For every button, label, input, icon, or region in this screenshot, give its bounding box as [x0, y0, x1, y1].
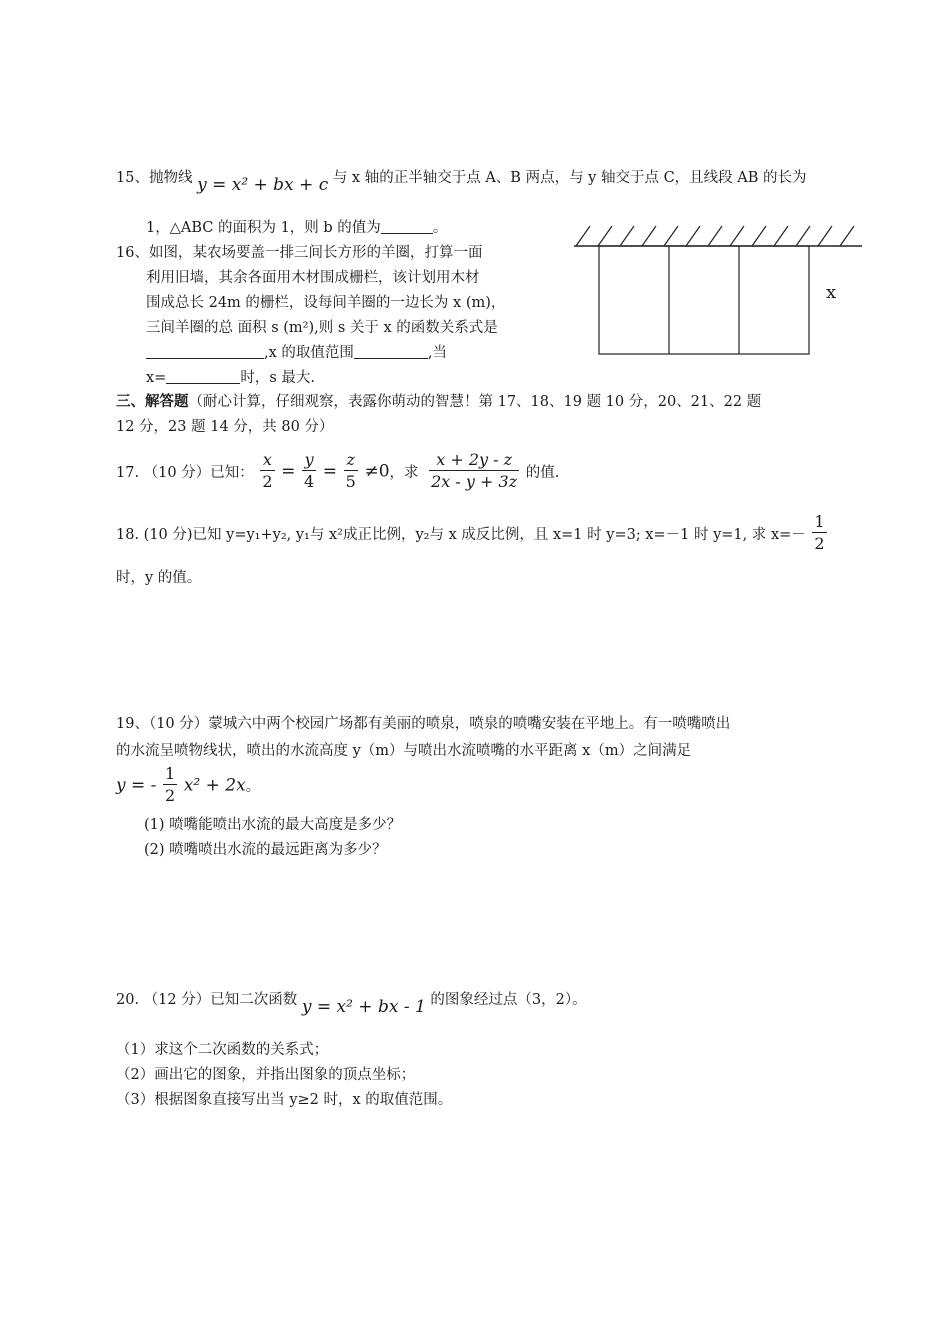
q20-formula: y = x² + bx - 1: [301, 997, 426, 1017]
q19-line2: 的水流呈喷物线状，喷出的水流高度 y（m）与喷出水流喷嘴的水平距离 x（m）之间满足: [116, 743, 692, 759]
q20-sub2: （2）画出它的图象，并指出图象的顶点坐标；: [116, 1067, 416, 1083]
section3-desc2: 12 分，23 题 14 分，共 80 分）: [116, 419, 334, 435]
q15-line2: 1，△ABC 的面积为 1，则 b 的值为 。: [146, 220, 448, 236]
q16-function-blank: [146, 344, 264, 359]
q17-frac-x2: $\frac{x}{2}$: [262, 450, 273, 491]
pen-outline: [599, 246, 809, 354]
q19-sub1: (1) 喷嘴能喷出水流的最大高度是多少？: [144, 817, 402, 833]
q18-text: 18. (10 分)已知 y=y₁+y₂, y₁与 x²成正比例，y₂与 x 成反比例，且 x=1 时 y=3; x=－1 时 y=1, 求 x=－: [116, 527, 806, 543]
q20-prefix: 20. （12 分）已知二次函数: [116, 992, 298, 1008]
q16-line6: x= 时，s 最大.: [146, 370, 315, 386]
q16-line5: ,x 的取值范围 ,当: [146, 341, 447, 362]
q17-frac-y4: $\frac{y}{4}$: [304, 450, 315, 491]
wall-hatching: [576, 226, 854, 246]
q20-sub1: （1）求这个二次函数的关系式；: [116, 1042, 329, 1058]
q15-line1: [116, 166, 807, 195]
section3-line1: [116, 390, 761, 411]
q15-formula: y = x² + bx + c: [197, 175, 329, 195]
q16-figure-x-label: x: [826, 282, 837, 303]
q17-target-fraction: $\frac{x + 2y - z}{2x - y + 3z}$: [431, 450, 518, 491]
q20-line: [116, 988, 587, 1017]
q17-frac-z5: $\frac{z}{5}$: [345, 450, 356, 491]
q18-half-fraction: $\frac{1}{2}$: [814, 512, 825, 553]
q19-formula-pre: y = -: [116, 775, 157, 796]
q18-line1: [116, 512, 829, 555]
q19-half-fraction: $\frac{1}{2}$: [165, 764, 176, 805]
q19-sub2: (2) 喷嘴喷出水流的最远距离为多少？: [144, 842, 387, 858]
q16-pen-figure: [570, 220, 870, 360]
q15-text1: 与 x 轴的正半轴交于点 A、B 两点，与 y 轴交于点 C，且线段 AB 的长为: [332, 170, 807, 186]
q16-line3: 围成总长 24m 的栅栏，设每间羊圈的一边长为 x (m)，: [146, 295, 506, 311]
q16-range-blank: [354, 344, 428, 359]
q20-end: 的图象经过点（3，2）。: [430, 992, 587, 1008]
q16-line4: 三间羊圈的总 面积 s (m²),则 s 关于 x 的函数关系式是: [146, 320, 498, 336]
q19-formula-post: x² + 2x: [183, 775, 246, 796]
q16-x-blank: [166, 369, 240, 384]
q20-sub3: （3）根据图象直接写出当 y≥2 时，x 的取值范围。: [116, 1092, 453, 1108]
q17-line: 17. （10 分）已知： $\frac{x}{2}$ = $\frac{y}{4}$ = $\frac{z}{5}$ ≠0，求 $\frac{x + 2y - z}{2x - y + 3z}$ 的值.: [116, 450, 560, 491]
q17-prefix: 17. （10 分）已知：: [116, 465, 254, 481]
q19-line1: 19、（10 分）蒙城六中两个校园广场都有美丽的喷泉，喷泉的喷嘴安装在平地上。有一喷嘴喷出: [116, 716, 731, 732]
q19-formula-line: y = - $\frac{1}{2}$ x² + 2x。: [116, 764, 261, 805]
q17-neq: ≠0: [364, 461, 390, 482]
q15-answer-blank: [381, 219, 433, 234]
section3-desc1: （耐心计算，仔细观察，表露你萌动的智慧！第 17、18、19 题 10 分，20、21、22 题: [188, 394, 762, 410]
q15-text2: 1，△ABC 的面积为 1，则 b 的值为: [146, 220, 381, 236]
q15-prefix: 15、抛物线: [116, 170, 193, 186]
q16-line2: 利用旧墙，其余各面用木材围成栅栏，该计划用木材: [146, 270, 480, 286]
q16-line1: 16、如图，某农场要盖一排三间长方形的羊圈，打算一面: [116, 245, 483, 261]
q18-line2: 时，y 的值。: [116, 570, 202, 586]
section3-title: 三、解答题: [116, 393, 189, 410]
